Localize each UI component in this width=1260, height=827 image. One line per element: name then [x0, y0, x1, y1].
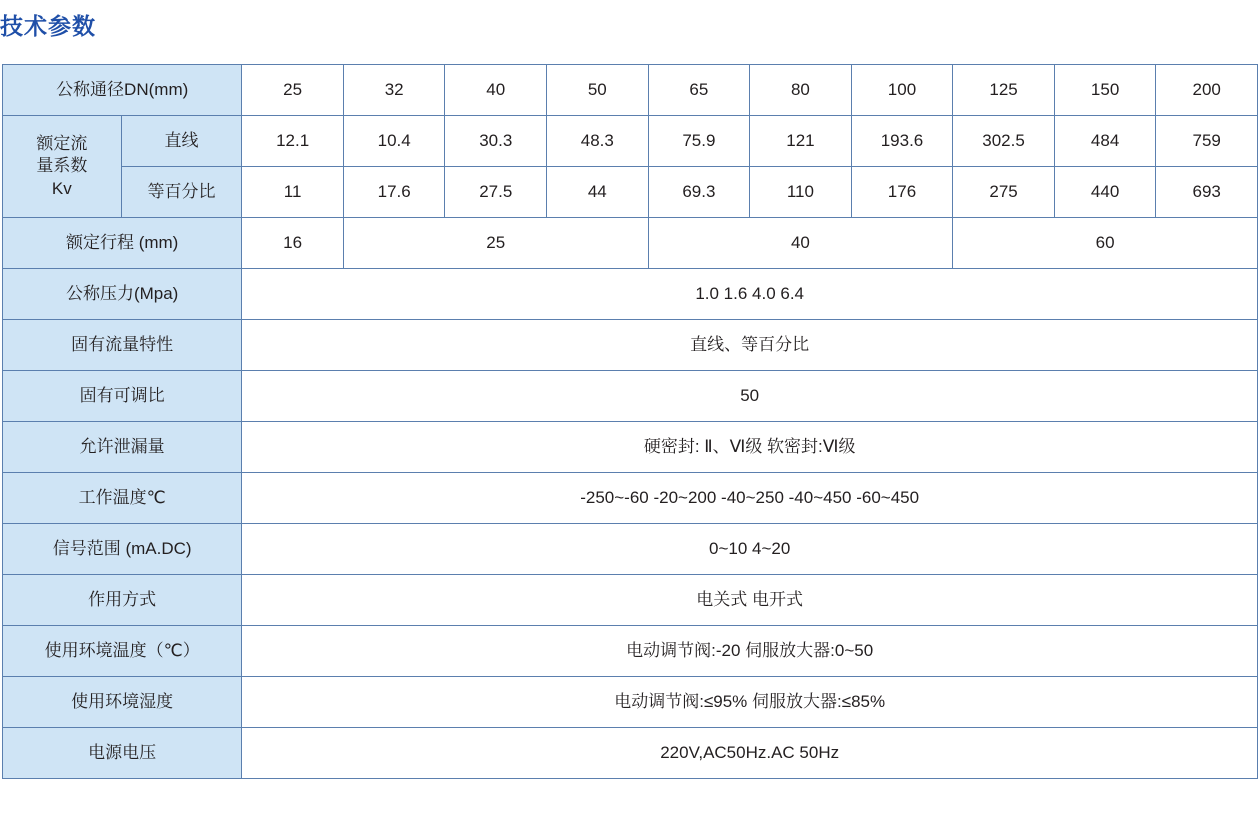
working-temperature-value: -250~-60 -20~200 -40~250 -40~450 -60~450: [242, 473, 1258, 524]
kv-linear-value: 48.3: [547, 116, 649, 167]
page-title: 技术参数: [0, 13, 96, 39]
table-row: [3, 524, 1258, 575]
row-label-kv-equal-percent: 等百分比: [121, 167, 242, 218]
kv-linear-value: 484: [1054, 116, 1156, 167]
dn-value: 125: [953, 65, 1055, 116]
kv-eq-value: 17.6: [343, 167, 445, 218]
table-row: [3, 473, 1258, 524]
kv-linear-value: 121: [750, 116, 852, 167]
dn-value: 65: [648, 65, 750, 116]
kv-eq-value: 440: [1054, 167, 1156, 218]
power-supply-value: 220V,AC50Hz.AC 50Hz: [242, 728, 1258, 779]
row-label-action-mode: 作用方式: [3, 575, 242, 626]
table-row: [3, 728, 1258, 779]
kv-label-line1: 额定流: [36, 134, 88, 154]
kv-eq-value: 44: [547, 167, 649, 218]
kv-linear-value: 302.5: [953, 116, 1055, 167]
kv-label-line3: Kv: [51, 178, 72, 198]
leakage-value: 硬密封: Ⅱ、Ⅵ级 软密封:Ⅵ级: [242, 422, 1258, 473]
kv-linear-value: 759: [1156, 116, 1258, 167]
pressure-value: 1.0 1.6 4.0 6.4: [242, 269, 1258, 320]
table-row: [3, 269, 1258, 320]
dn-value: 25: [242, 65, 344, 116]
ambient-temperature-value: 电动调节阀:-20 伺服放大器:0~50: [242, 626, 1258, 677]
table-row: [3, 626, 1258, 677]
kv-eq-value: 275: [953, 167, 1055, 218]
kv-eq-value: 27.5: [445, 167, 547, 218]
row-label-leakage: 允许泄漏量: [3, 422, 242, 473]
dn-value: 100: [851, 65, 953, 116]
row-label-flow-characteristic: 固有流量特性: [3, 320, 242, 371]
row-label-pressure: 公称压力(Mpa): [3, 269, 242, 320]
row-label-signal-range: 信号范围 (mA.DC): [3, 524, 242, 575]
stroke-value: 25: [343, 218, 648, 269]
table-row: [3, 116, 1258, 167]
dn-value: 80: [750, 65, 852, 116]
kv-eq-value: 176: [851, 167, 953, 218]
table-row: [3, 167, 1258, 218]
dn-value: 150: [1054, 65, 1156, 116]
table-row: [3, 65, 1258, 116]
row-label-kv-linear: 直线: [121, 116, 242, 167]
flow-characteristic-value: 直线、等百分比: [242, 320, 1258, 371]
row-label-ambient-humidity: 使用环境湿度: [3, 677, 242, 728]
kv-eq-value: 11: [242, 167, 344, 218]
table-row: [3, 371, 1258, 422]
table-row: [3, 320, 1258, 371]
row-label-stroke: 额定行程 (mm): [3, 218, 242, 269]
row-label-working-temperature: 工作温度℃: [3, 473, 242, 524]
kv-linear-value: 193.6: [851, 116, 953, 167]
row-label-kv: [3, 116, 122, 218]
row-label-power-supply: 电源电压: [3, 728, 242, 779]
stroke-value: 16: [242, 218, 344, 269]
kv-linear-value: 10.4: [343, 116, 445, 167]
dn-value: 32: [343, 65, 445, 116]
kv-eq-value: 69.3: [648, 167, 750, 218]
technical-parameters-table: [2, 64, 1258, 779]
dn-value: 40: [445, 65, 547, 116]
stroke-value: 40: [648, 218, 953, 269]
row-label-dn: 公称通径DN(mm): [3, 65, 242, 116]
dn-value: 200: [1156, 65, 1258, 116]
kv-linear-value: 30.3: [445, 116, 547, 167]
stroke-value: 60: [953, 218, 1258, 269]
action-mode-value: 电关式 电开式: [242, 575, 1258, 626]
rangeability-value: 50: [242, 371, 1258, 422]
signal-range-value: 0~10 4~20: [242, 524, 1258, 575]
row-label-rangeability: 固有可调比: [3, 371, 242, 422]
row-label-ambient-temperature: 使用环境温度（℃）: [3, 626, 242, 677]
table-row: [3, 422, 1258, 473]
kv-linear-value: 12.1: [242, 116, 344, 167]
kv-eq-value: 110: [750, 167, 852, 218]
table-row: [3, 575, 1258, 626]
kv-eq-value: 693: [1156, 167, 1258, 218]
dn-value: 50: [547, 65, 649, 116]
kv-linear-value: 75.9: [648, 116, 750, 167]
table-row: [3, 218, 1258, 269]
table-row: [3, 677, 1258, 728]
kv-label-line2: 量系数: [36, 156, 88, 176]
ambient-humidity-value: 电动调节阀:≤95% 伺服放大器:≤85%: [242, 677, 1258, 728]
